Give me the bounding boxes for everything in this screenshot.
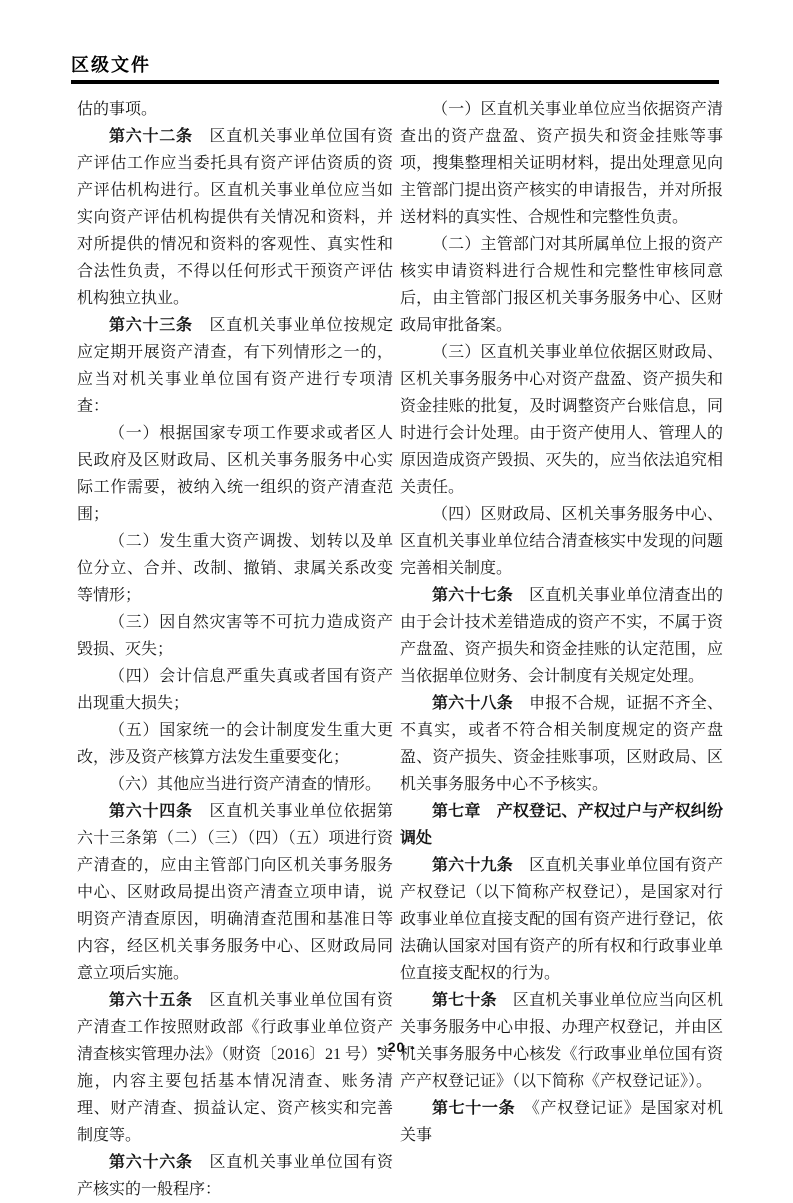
paragraph: （四）区财政局、区机关事务服务中心、区直机关事业单位结合清查核实中发现的问题完善相关制度。 xyxy=(400,506,723,577)
page-header-label: 区级文件 xyxy=(71,55,151,75)
article-number: 第六十八条 xyxy=(432,695,513,712)
article-number: 第六十七条 xyxy=(432,587,513,604)
paragraph: （六）其他应当进行资产清查的情形。 xyxy=(109,776,382,793)
article-paragraph: 第六十七条 区直机关事业单位清查出的由于会计技术差错造成的资产不实，不属于资产盘盈、资产损失和资金挂账的认定范围，应当依据单位财务、会计制度有关规定处理。 xyxy=(400,587,723,685)
article-number: 第六十三条 xyxy=(109,317,193,334)
article-paragraph: 第六十五条 区直机关事业单位国有资产清查工作按照财政部《行政事业单位资产清查核实管理办法》（财资〔2016〕21 号）实施，内容主要包括基本情况清查、账务清理、财产清查、损益认定、资产核实和完善制度等。 xyxy=(77,992,394,1144)
article-number: 第七章 xyxy=(432,803,481,820)
article-paragraph: 第六十二条 区直机关事业单位国有资产评估工作应当委托具有资产评估资质的资产评估机构进行。区直机关事业单位应当如实向资产评估机构提供有关情况和资料，并对所提供的情况和资料的客观性、真实性和合法性负责，不得以任何形式干预资产评估机构独立执业。 xyxy=(77,128,393,307)
chapter-heading: 第七章 产权登记、产权过户与产权纠纷调处 xyxy=(400,803,723,847)
page-number: - 20 - xyxy=(377,1039,416,1055)
paragraph: （五）国家统一的会计制度发生重大更改，涉及资产核算方法发生重要变化； xyxy=(77,722,393,766)
paragraph: 估的事项。 xyxy=(77,101,158,118)
paragraph: （三）因自然灾害等不可抗力造成资产毁损、灭失； xyxy=(77,614,393,658)
article-number: 第六十九条 xyxy=(432,857,513,874)
right-column xyxy=(400,96,723,1149)
paragraph: （一）根据国家专项工作要求或者区人民政府及区财政局、区机关事务服务中心实际工作需要，被纳入统一组织的资产清查范围； xyxy=(77,425,393,523)
article-paragraph: 第六十六条 区直机关事业单位国有资产核实的一般程序： xyxy=(77,1154,393,1198)
article-number: 第七十条 xyxy=(432,992,497,1009)
article-number: 第六十六条 xyxy=(109,1154,193,1171)
article-number: 第六十二条 xyxy=(109,128,193,145)
paragraph: （二）发生重大资产调拨、划转以及单位分立、合并、改制、撤销、隶属关系改变等情形； xyxy=(77,533,393,604)
text-columns xyxy=(77,96,723,1203)
article-paragraph: 第七十一条 《产权登记证》是国家对机关事 xyxy=(400,1100,723,1144)
article-paragraph: 第六十三条 区直机关事业单位按规定应定期开展资产清查，有下列情形之一的，应当对机关事业单位国有资产进行专项清查： xyxy=(77,317,393,415)
article-paragraph: 第七十条 区直机关事业单位应当向区机关事务服务中心申报、办理产权登记，并由区机关事务服务中心核发《行政事业单位国有资产产权登记证》（以下简称《产权登记证》）。 xyxy=(400,992,723,1090)
article-number: 第七十一条 xyxy=(432,1100,516,1117)
article-paragraph: 第六十九条 区直机关事业单位国有资产产权登记（以下简称产权登记），是国家对行政事业单位直接支配的国有资产进行登记，依法确认国家对国有资产的所有权和行政事业单位直接支配权的行为。 xyxy=(400,857,723,982)
header-divider-rule xyxy=(71,80,719,84)
paragraph: （四）会计信息严重失真或者国有资产出现重大损失； xyxy=(77,668,393,712)
article-paragraph: 第六十四条 区直机关事业单位依据第六十三条第（二）（三）（四）（五）项进行资产清查的，应由主管部门向区机关事务服务中心、区财政局提出资产清查立项申请，说明资产清查原因，明确清查范围和基准日等内容，经区机关事务服务中心、区财政局同意立项后实施。 xyxy=(77,803,393,982)
left-column xyxy=(77,96,393,1203)
paragraph: （一）区直机关事业单位应当依据资产清查出的资产盘盈、资产损失和资金挂账等事项，搜集整理相关证明材料，提出处理意见向主管部门提出资产核实的申请报告，并对所报送材料的真实性、合规性和完整性负责。 xyxy=(400,101,723,226)
paragraph: （二）主管部门对其所属单位上报的资产核实申请资料进行合规性和完整性审核同意后，由主管部门报区机关事务服务中心、区财政局审批备案。 xyxy=(400,236,723,334)
article-paragraph: 第六十八条 申报不合规，证据不齐全、不真实，或者不符合相关制度规定的资产盘盈、资产损失、资金挂账事项，区财政局、区机关事务服务中心不予核实。 xyxy=(400,695,723,793)
article-number: 第六十四条 xyxy=(109,803,193,820)
paragraph: （三）区直机关事业单位依据区财政局、区机关事务服务中心对资产盘盈、资产损失和资金挂账的批复，及时调整资产台账信息，同时进行会计处理。由于资产使用人、管理人的原因造成资产毁损、灭失的，应当依法追究相关责任。 xyxy=(400,344,723,496)
article-number: 第六十五条 xyxy=(109,992,193,1009)
